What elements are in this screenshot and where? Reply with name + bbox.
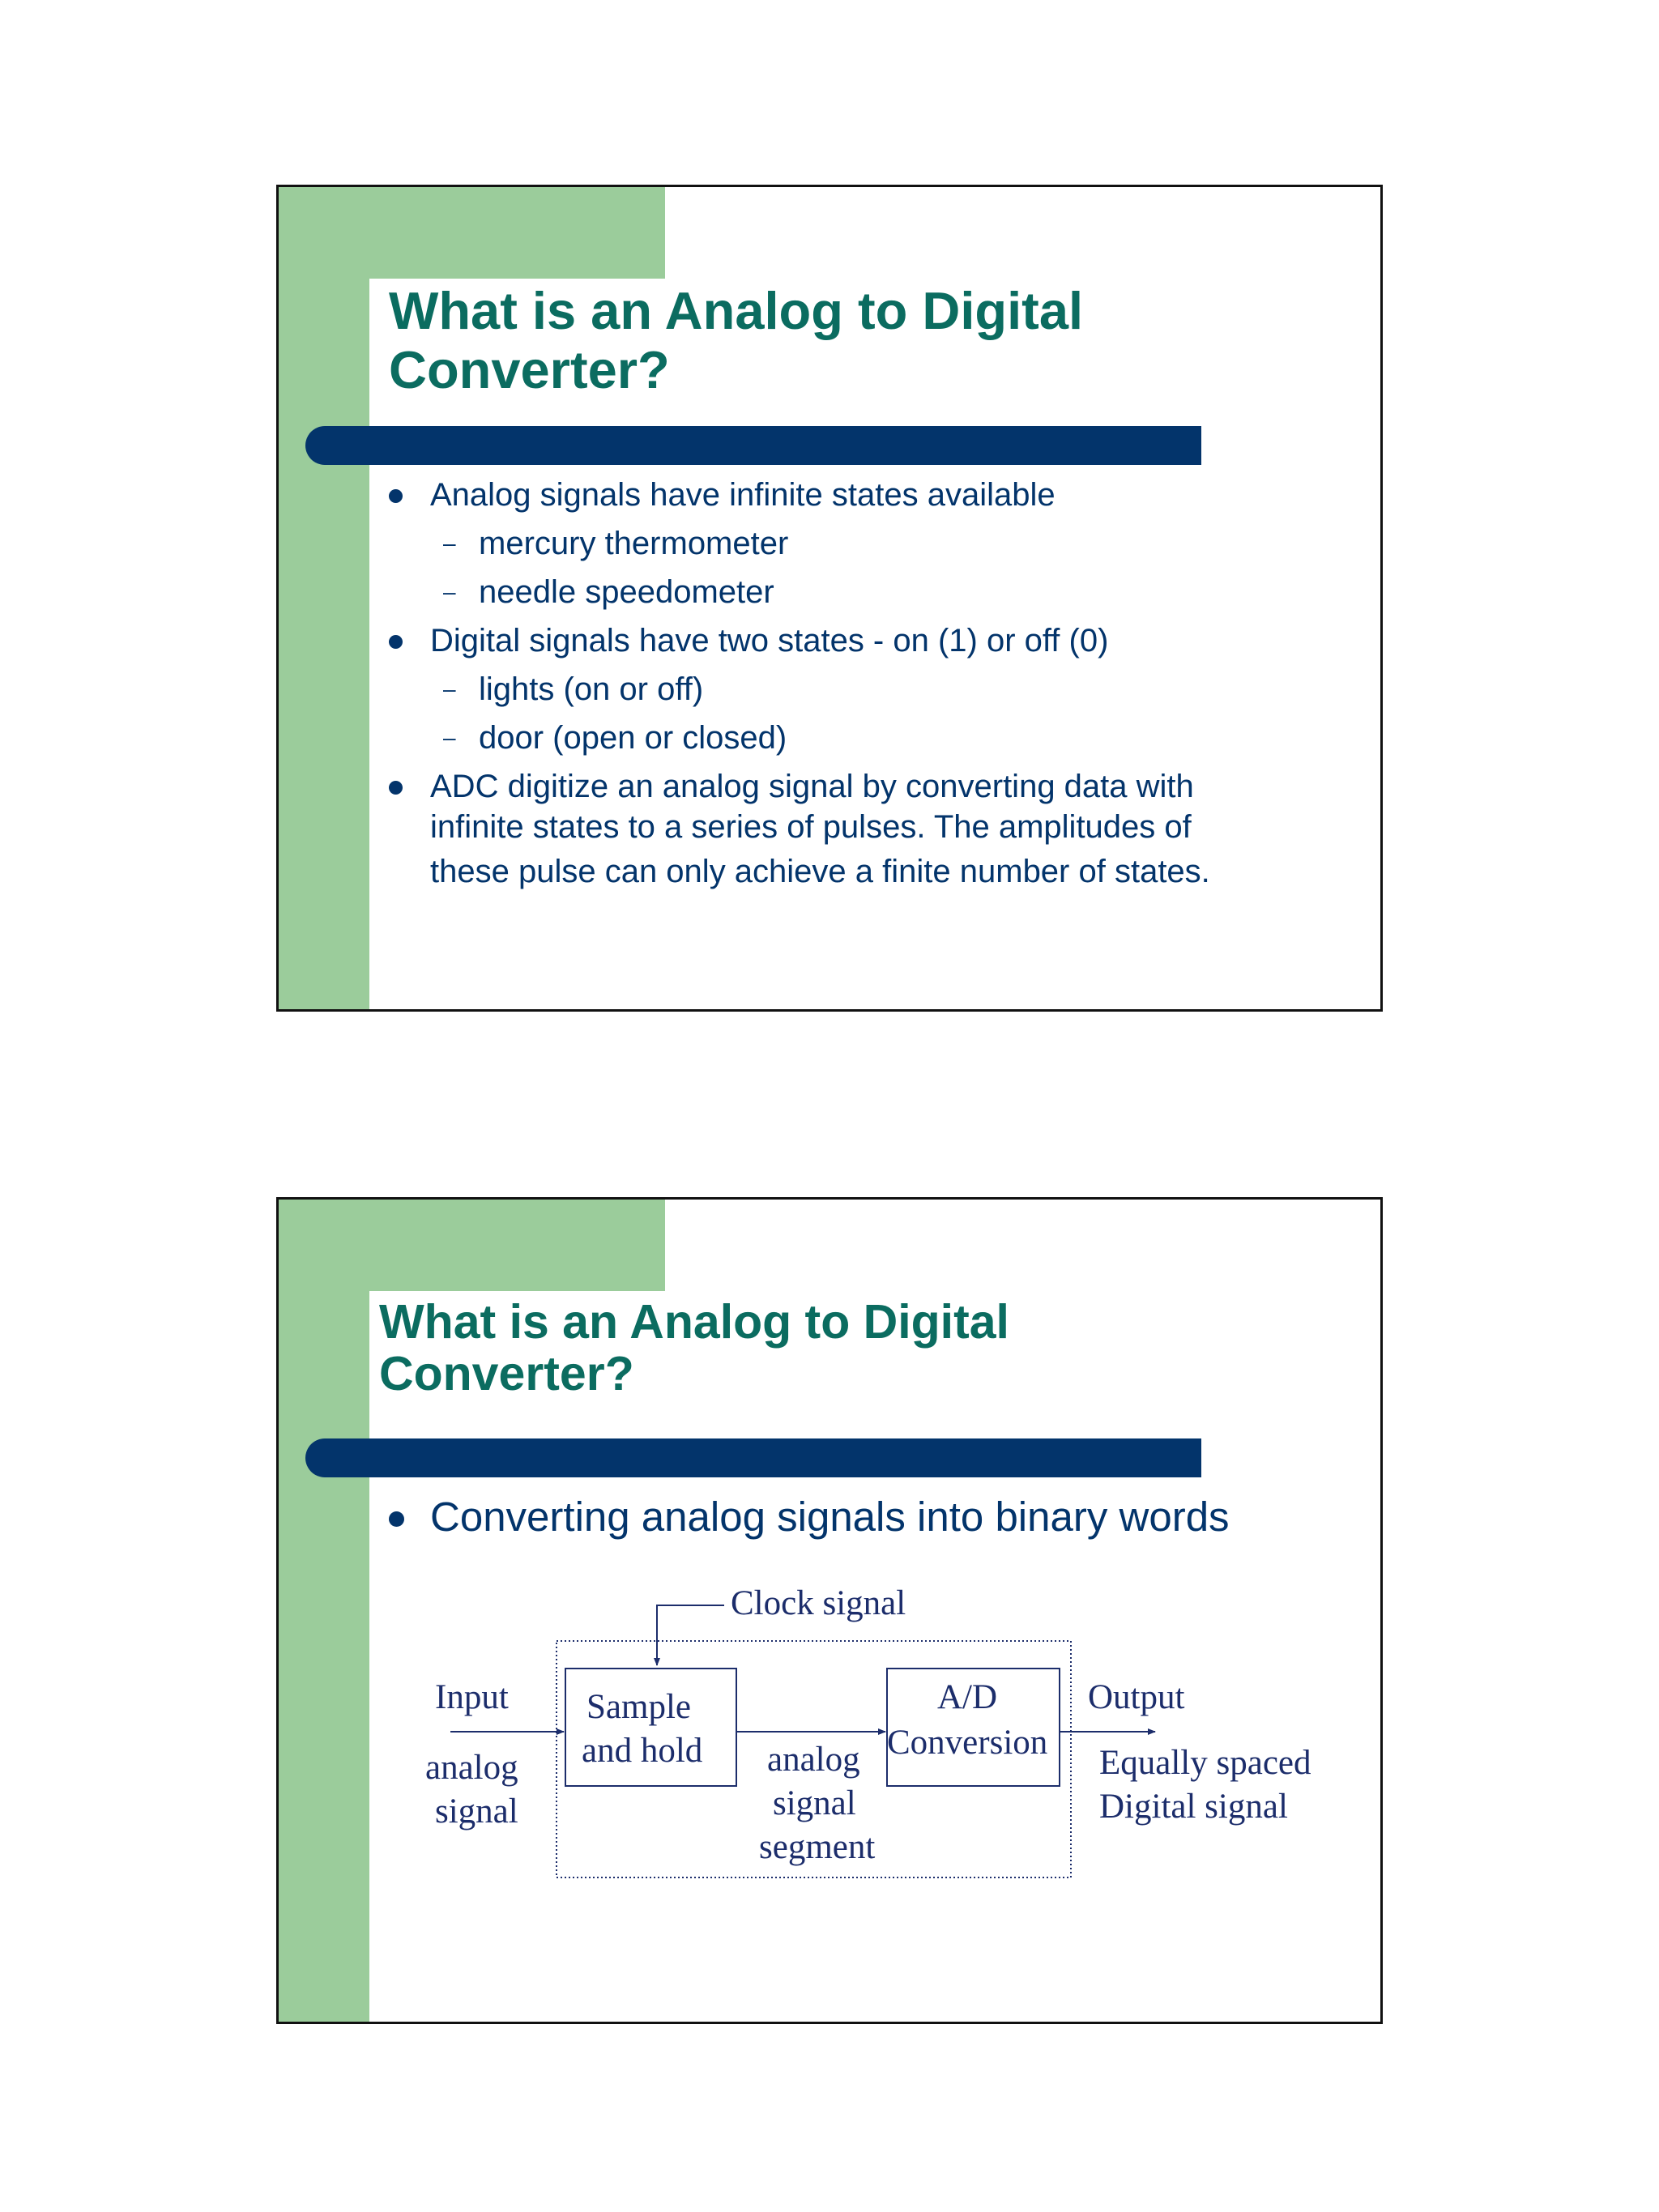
slide-2 [276,1197,1383,2024]
sub-bullet-item [389,572,1320,612]
title-line-2: Converter? [379,1346,634,1400]
bullet-text: Digital signals have two states - on (1) or off (0) [430,623,1109,658]
output-sub-2: Digital signal [1099,1788,1288,1826]
dash-icon: – [443,579,456,604]
bullet-dot-icon [389,635,403,649]
bullet-list [389,475,1320,904]
output-label: Output [1088,1678,1185,1716]
bullet-item [389,620,1320,661]
input-label: Input [435,1678,509,1716]
input-sub-2: signal [435,1792,518,1831]
mid-label-1: analog [767,1741,860,1779]
clock-label: Clock signal [731,1584,906,1622]
dash-icon: – [443,676,456,701]
bullet-dot-icon [389,489,403,503]
ad-label-2: Conversion [887,1724,1048,1762]
mid-label-2: signal [773,1784,856,1822]
bullet-item [389,766,1320,896]
green-sidebar [279,187,369,1009]
bullet-dot-icon [389,781,403,795]
bullet-text-line-3: these pulse can only achieve a finite number of states. [430,854,1210,889]
slide-title [389,282,1083,400]
title-line-1: What is an Analog to Digital [389,281,1084,340]
mid-label-3: segment [759,1828,876,1866]
adc-block-diagram [279,1200,1383,2024]
bullet-text-line-2: infinite states to a series of pulses. The amplitudes of [430,809,1192,845]
sub-bullet-text: lights (on or off) [479,671,704,707]
dash-icon: – [443,531,456,556]
title-line-2: Converter? [389,339,670,399]
title-line-1: What is an Analog to Digital [379,1295,1009,1349]
sample-label-1: Sample [586,1688,691,1726]
slide-1 [276,185,1383,1012]
sub-bullet-item [389,523,1320,564]
sub-bullet-text: door (open or closed) [479,720,787,756]
sub-bullet-text: mercury thermometer [479,526,789,561]
bullet-text: Converting analog signals into binary words [430,1494,1230,1540]
title-underline-bar [305,426,1201,465]
ad-label-1: A/D [937,1678,998,1716]
sub-bullet-item [389,718,1320,758]
sub-bullet-item [389,669,1320,710]
green-header-block [279,187,665,279]
dash-icon: – [443,725,456,750]
sub-bullet-text: needle speedometer [479,574,774,610]
output-sub-1: Equally spaced [1099,1744,1311,1782]
bullet-text-line-1: ADC digitize an analog signal by converting data with [430,769,1194,804]
clock-line [657,1605,724,1665]
bullet-text: Analog signals have infinite states available [430,477,1056,513]
bullet-item [389,475,1320,515]
sample-label-2: and hold [582,1732,703,1770]
input-sub-1: analog [425,1749,518,1787]
